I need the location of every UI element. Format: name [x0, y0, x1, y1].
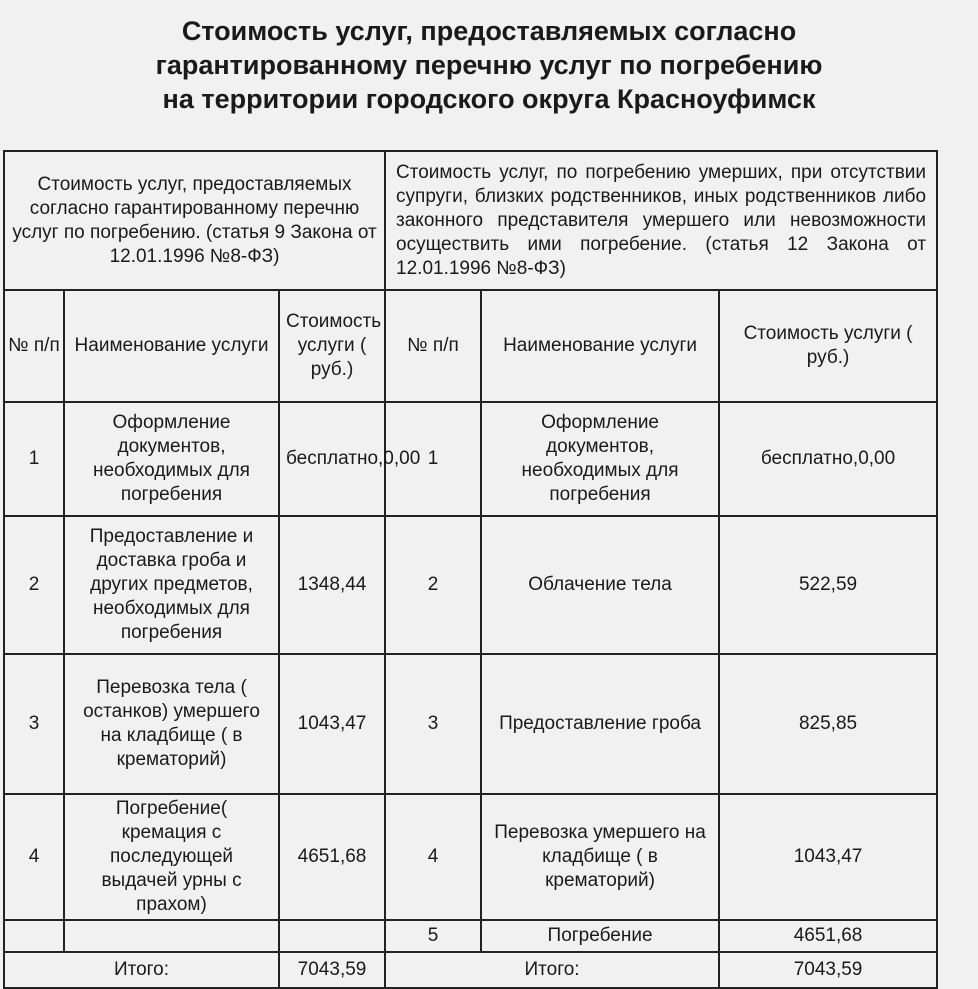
- col-header-name-right: Наименование услуги: [481, 290, 719, 402]
- right-row-num: 1: [385, 402, 481, 516]
- right-row-num: 3: [385, 654, 481, 794]
- col-header-cost-right: Стоимость услуги ( руб.): [719, 290, 937, 402]
- left-section-header: Стоимость услуг, предоставляемых согласно гарантированному перечню услуг по погребению. (статья 9 Закона от 12.01.1996 №8-ФЗ): [4, 151, 385, 290]
- right-row-name: Перевозка умершего на кладбище ( в крематорий): [481, 794, 719, 920]
- right-row-num: 4: [385, 794, 481, 920]
- right-row-num: 2: [385, 516, 481, 654]
- right-row-name: Облачение тела: [481, 516, 719, 654]
- right-row-cost: 4651,68: [719, 920, 937, 952]
- left-row-num: 1: [4, 402, 64, 516]
- left-row-name: Предоставление и доставка гроба и других предметов, необходимых для погребения: [64, 516, 279, 654]
- col-header-name-left: Наименование услуги: [64, 290, 279, 402]
- right-total-label: Итого:: [385, 952, 719, 988]
- left-row-name-empty: [64, 920, 279, 952]
- right-row-cost: 825,85: [719, 654, 937, 794]
- right-row-cost: бесплатно,0,00: [719, 402, 937, 516]
- left-row-name: Перевозка тела ( останков) умершего на кладбище ( в крематорий): [64, 654, 279, 794]
- right-row-name: Оформление документов, необходимых для погребения: [481, 402, 719, 516]
- right-row-name: Погребение: [481, 920, 719, 952]
- left-row-num-empty: [4, 920, 64, 952]
- services-cost-table: [3, 150, 938, 989]
- left-row-num: 3: [4, 654, 64, 794]
- col-header-num-right: № п/п: [385, 290, 481, 402]
- title-line-3: на территории городского округа Красноуфимск: [162, 84, 816, 114]
- col-header-num-left: № п/п: [4, 290, 64, 402]
- left-total-value: 7043,59: [279, 952, 385, 988]
- title-line-1: Стоимость услуг, предоставляемых согласно: [181, 16, 797, 46]
- page-title: [0, 14, 978, 116]
- right-section-header: Стоимость услуг, по погребению умерших, при отсутствии супруги, близких родственников, иных родственников либо законного представителя умершего или невозможности осуществить ими погребение. (статья 12 Закона от 12.01.1996 №8-ФЗ): [385, 151, 937, 290]
- left-row-cost-empty: [279, 920, 385, 952]
- table-row: [4, 920, 937, 952]
- table-row: [4, 402, 937, 516]
- right-row-num: 5: [385, 920, 481, 952]
- left-row-num: 2: [4, 516, 64, 654]
- right-total-value: 7043,59: [719, 952, 937, 988]
- right-row-cost: 522,59: [719, 516, 937, 654]
- col-header-cost-left: Стоимость услуги ( руб.): [279, 290, 385, 402]
- title-line-2: гарантированному перечню услуг по погребению: [155, 50, 823, 80]
- totals-row: [4, 952, 937, 988]
- table-row: [4, 794, 937, 920]
- left-total-label: Итого:: [4, 952, 279, 988]
- right-row-cost: 1043,47: [719, 794, 937, 920]
- left-row-cost: 1043,47: [279, 654, 385, 794]
- right-row-name: Предоставление гроба: [481, 654, 719, 794]
- left-row-cost: бесплатно,0,00: [279, 402, 385, 516]
- left-row-cost: 1348,44: [279, 516, 385, 654]
- table-row: [4, 516, 937, 654]
- left-row-cost: 4651,68: [279, 794, 385, 920]
- table-row: [4, 654, 937, 794]
- left-row-name: Погребение( кремация с последующей выдачей урны с прахом): [64, 794, 279, 920]
- left-row-num: 4: [4, 794, 64, 920]
- left-row-name: Оформление документов, необходимых для погребения: [64, 402, 279, 516]
